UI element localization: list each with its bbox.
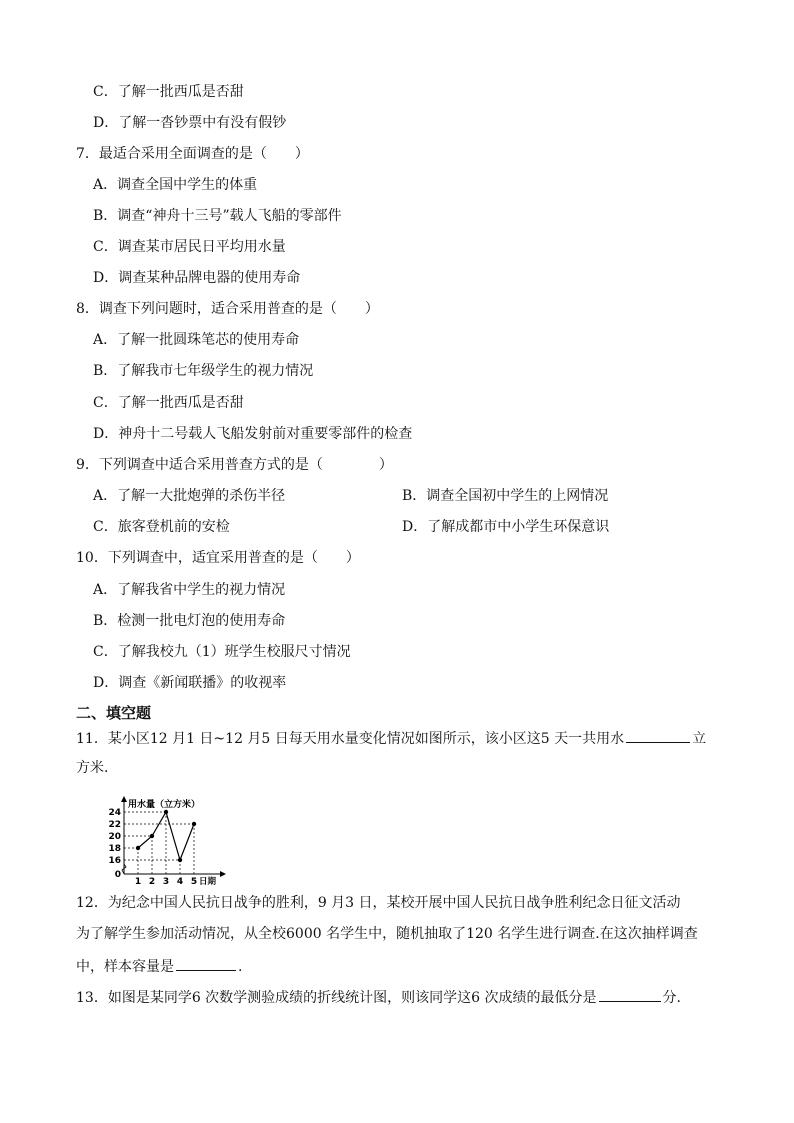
data-point-3 (164, 810, 168, 814)
x-tick-3: 3 (162, 877, 170, 887)
option-d: D．了解一沓钞票中有没有假钞 (93, 115, 287, 131)
q8-option-d: D．神舟十二号载人飞船发射前对重要零部件的检查 (93, 426, 413, 442)
question-12-line1: 12．为纪念中国人民抗日战争的胜利，9 月3 日，某校开展中国人民抗日战争胜利纪念日征文活动 (76, 895, 681, 911)
data-point-1 (136, 846, 140, 850)
question-10: 10．下列调查中，适宜采用普查的是（ ） (76, 550, 360, 566)
question-9: 9．下列调查中适合采用普查方式的是（ ） (76, 457, 393, 473)
q8-option-c: C．了解一批西瓜是否甜 (93, 395, 244, 411)
q9-option-b: B．调查全国初中学生的上网情况 (402, 488, 609, 504)
q7-option-a: A．调查全国中学生的体重 (93, 177, 258, 193)
q11-unit-start: 立 (692, 731, 707, 747)
x-tick-2: 2 (148, 877, 156, 887)
chart-title: 用水量（立方米） (128, 800, 201, 810)
question-11-line2: 方米． (76, 760, 118, 776)
q8-option-b: B．了解我市七年级学生的视力情况 (93, 363, 314, 379)
option-c: C．了解一批西瓜是否甜 (93, 84, 244, 100)
origin-label: 0 (114, 870, 121, 880)
q7-option-d: D．调查某种品牌电器的使用寿命 (93, 270, 301, 286)
question-7: 7．最适合采用全面调查的是（ ） (76, 146, 309, 162)
y-tick-20: 20 (108, 832, 121, 842)
q10-option-c: C．了解我校九（1）班学生校服尺寸情况 (93, 644, 351, 660)
q13-unit: 分. (662, 990, 681, 1006)
q7-option-b: B．调查“神舟十三号”载人飞船的零部件 (93, 208, 342, 224)
q8-option-a: A．了解一批圆珠笔芯的使用寿命 (93, 332, 300, 348)
q7-option-c: C．调查某市居民日平均用水量 (93, 239, 286, 255)
q11-text: 11．某小区12 月1 日~12 月5 日每天用水量变化情况如图所示，该小区这5 天一共用水 (76, 731, 625, 747)
q10-option-b: B．检测一批电灯泡的使用寿命 (93, 613, 286, 629)
question-12-line3 (76, 956, 242, 976)
q11-answer-blank[interactable] (626, 728, 690, 743)
q12-text: 中，样本容量是 (76, 959, 174, 975)
y-tick-22: 22 (108, 820, 121, 830)
data-point-5 (192, 822, 196, 826)
q10-option-d: D．调查《新闻联播》的收视率 (93, 675, 287, 691)
q13-text: 13．如图是某同学6 次数学测验成绩的折线统计图，则该同学这6 次成绩的最低分是 (76, 990, 597, 1006)
water-usage-chart (104, 796, 228, 887)
question-8: 8．调查下列问题时，适合采用普查的是（ ） (76, 301, 379, 317)
section-heading: 二、填空题 (76, 704, 152, 722)
x-tick-4: 4 (176, 877, 184, 887)
chart-guides (124, 812, 194, 874)
q12-answer-blank[interactable] (176, 956, 236, 971)
q9-option-a: A．了解一大批炮弹的杀伤半径 (93, 488, 286, 504)
x-axis-label: 日期 (199, 877, 217, 887)
data-point-4 (178, 858, 182, 862)
q9-option-c: C．旅客登机前的安检 (93, 519, 230, 535)
q9-option-d: D．了解成都市中小学生环保意识 (402, 519, 610, 535)
question-12-line2: 为了解学生参加活动情况，从全校6000 名学生中，随机抽取了120 名学生进行调查.在这次抽样调查 (76, 926, 698, 942)
data-point-2 (150, 834, 154, 838)
y-tick-24: 24 (108, 808, 121, 818)
q12-period: . (238, 959, 243, 975)
y-tick-18: 18 (108, 844, 121, 854)
y-axis-arrow (121, 796, 127, 802)
question-11-line1 (76, 728, 706, 748)
question-13 (76, 987, 681, 1007)
y-tick-16: 16 (108, 856, 121, 866)
q13-answer-blank[interactable] (599, 987, 661, 1002)
x-tick-5: 5 (190, 877, 198, 887)
q10-option-a: A．了解我省中学生的视力情况 (93, 582, 286, 598)
x-tick-1: 1 (134, 877, 142, 887)
x-axis-arrow (220, 871, 226, 877)
